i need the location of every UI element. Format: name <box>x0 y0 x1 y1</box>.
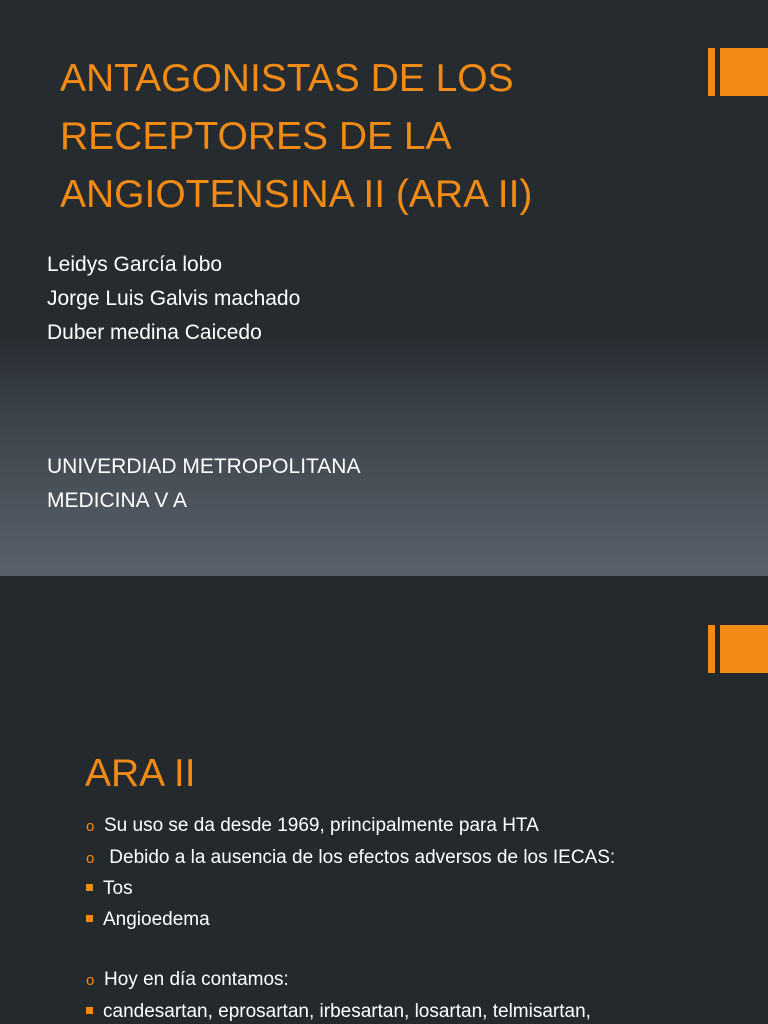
list-item <box>86 965 746 997</box>
course-name: MEDICINA V A <box>47 489 188 512</box>
slide-title: ARA II <box>85 752 196 795</box>
author-name: Leidys García lobo <box>47 253 223 276</box>
list-item <box>86 997 746 1024</box>
list-item <box>86 905 746 936</box>
orange-bar-block-icon <box>708 48 768 96</box>
slide-title <box>60 50 680 224</box>
bullet-list <box>86 811 746 1024</box>
square-bullet-icon <box>86 997 103 1024</box>
list-item <box>86 811 746 843</box>
institution-block <box>47 450 360 518</box>
circle-bullet-icon: o <box>86 818 95 835</box>
list-item-text: candesartan, eprosartan, irbesartan, losartan, telmisartan, <box>103 1000 591 1022</box>
square-bullet-icon <box>86 874 103 905</box>
list-item-text: Su uso se da desde 1969, principalmente para HTA <box>104 815 539 836</box>
list-item-text: Hoy en día contamos: <box>104 969 289 990</box>
square-bullet-icon <box>86 905 103 936</box>
slide-title-line: ANTAGONISTAS DE LOS <box>60 57 514 100</box>
institution-name: UNIVERDIAD METROPOLITANA <box>47 455 361 478</box>
list-item <box>86 843 746 875</box>
orange-bar-block-icon <box>708 625 768 673</box>
list-item-text: Tos <box>103 878 133 899</box>
circle-bullet-icon: o <box>86 849 95 867</box>
list-item <box>86 874 746 905</box>
authors-list <box>47 248 300 350</box>
author-name: Jorge Luis Galvis machado <box>47 287 301 310</box>
list-item-text: Debido a la ausencia de los efectos adversos de los IECAS: <box>104 846 616 868</box>
content-slide <box>0 576 768 1024</box>
author-name: Duber medina Caicedo <box>47 321 262 344</box>
circle-bullet-icon: o <box>86 972 95 989</box>
list-spacer <box>86 935 746 965</box>
slide-title-line: RECEPTORES DE LA <box>60 115 452 158</box>
slide-title-line: ANGIOTENSINA II (ARA II) <box>60 173 533 216</box>
list-item-text: Angioedema <box>103 908 210 930</box>
